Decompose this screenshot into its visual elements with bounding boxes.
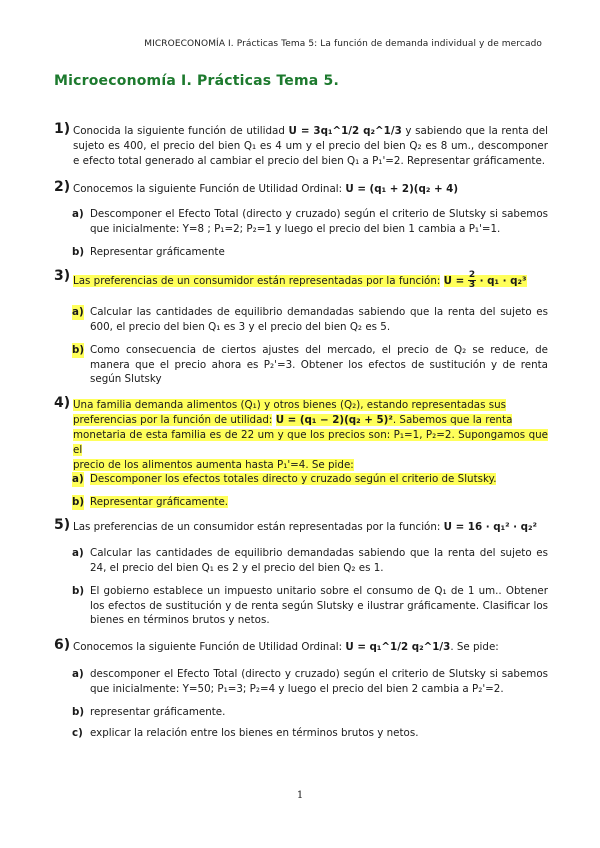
utility-formula: U = q₁^1/2 q₂^1/3 bbox=[345, 641, 451, 653]
question-4-part-a: a) Descomponer los efectos totales directo y cruzado según el criterio de Slutsky. bbox=[72, 473, 497, 485]
question-text: Conocida la siguiente función de utilidad U = 3q₁^1/2 q₂^1/3 y sabiendo que la renta del sujeto es 400, el precio del bien Q₁ es 4 um y el precio del bien Q₂ es 8 um., descomponer e efecto total generado al cambiar el precio del bien Q₁ a P₁'=2. Representar gráficamente. bbox=[73, 125, 548, 167]
question-5-part-a: a) Calcular las cantidades de equilibrio demandadas sabiendo que la renta del sujeto es 24, el precio del bien Q₁ es 2 y el precio del bien Q₂ es 1. bbox=[72, 547, 548, 574]
question-number: 5) bbox=[54, 517, 71, 533]
utility-formula: U = (q₁ + 2)(q₂ + 4) bbox=[345, 183, 459, 195]
utility-formula: U = $\frac{2}{3}$ · q₁ · q₂³ bbox=[443, 270, 527, 290]
question-2: 2) Conocemos la siguiente Función de Utilidad Ordinal: U = (q₁ + 2)(q₂ + 4) bbox=[54, 179, 459, 195]
question-number: 4) bbox=[54, 395, 71, 411]
question-6-part-a: a) descomponer el Efecto Total (directo y cruzado) según el criterio de Slutsky si sabemos que inicialmente: Y=50; P₁=3; P₂=4 y luego el precio del bien 2 cambia a P₂'=2. bbox=[72, 668, 548, 695]
question-5-part-b: b) El gobierno establece un impuesto unitario sobre el consumo de Q₁ de 1 um.. Obtener los efectos de sustitución y de renta según Slutsky e ilustrar gráficamente. Clasificar los bienes en términos brutos y netos. bbox=[72, 585, 548, 626]
question-number: 1) bbox=[54, 121, 71, 137]
utility-formula: U = 16 · q₁² · q₂² bbox=[443, 521, 538, 533]
question-number: 2) bbox=[54, 179, 71, 195]
utility-formula: U = (q₁ − 2)(q₂ + 5)² bbox=[275, 414, 393, 426]
document-title: Microeconomía I. Prácticas Tema 5. bbox=[54, 73, 339, 89]
question-3-part-a: a) Calcular las cantidades de equilibrio demandadas sabiendo que la renta del sujeto es 600, el precio del bien Q₁ es 3 y el precio del bien Q₂ es 5. bbox=[72, 306, 548, 333]
question-3: 3) Las preferencias de un consumidor están representadas por la función: U = $\frac{2}{3}$ · q₁ · q₂³ bbox=[54, 268, 527, 290]
question-number: 6) bbox=[54, 637, 71, 653]
question-6-part-c: c) explicar la relación entre los bienes en términos brutos y netos. bbox=[72, 727, 419, 739]
question-1 bbox=[54, 121, 548, 169]
question-2-part-a: a) Descomponer el Efecto Total (directo y cruzado) según el criterio de Slutsky si sabemos que inicialmente: Y=8 ; P₁=2; P₂=1 y luego el precio del bien 1 cambia a P₁'=1. bbox=[72, 208, 548, 235]
page-number: 1 bbox=[296, 790, 304, 801]
question-4-part-b: b) Representar gráficamente. bbox=[72, 496, 229, 508]
running-header: MICROECONOMÍA I. Prácticas Tema 5: La función de demanda individual y de mercado bbox=[144, 39, 542, 49]
question-6: 6) Conocemos la siguiente Función de Utilidad Ordinal: U = q₁^1/2 q₂^1/3. Se pide: bbox=[54, 637, 499, 653]
fraction: $\frac{2}{3}$ bbox=[468, 270, 476, 290]
question-4: 4) Una familia demanda alimentos (Q₁) y otros bienes (Q₂), estando representadas sus preferencias por la función de utilidad: U = (q₁ − 2)(q₂ + 5)². Sabemos que la renta monetaria de esta familia es de 22 um y que los precios son: P₁=1, P₂=2. Supongamos que el precio de los alimentos aumenta hasta P₁'=4. Se pide: bbox=[54, 395, 548, 471]
question-3-part-b: b) Como consecuencia de ciertos ajustes del mercado, el precio de Q₂ se reduce, de manera que el precio ahora es P₂'=3. Obtener los efectos de sustitución y de renta según Slutsky bbox=[72, 344, 548, 385]
question-5: 5) Las preferencias de un consumidor están representadas por la función: U = 16 · q₁² · q₂² bbox=[54, 517, 538, 533]
question-2-part-b: b) Representar gráficamente bbox=[72, 246, 225, 258]
question-number: 3) bbox=[54, 268, 71, 284]
utility-formula: U = 3q₁^1/2 q₂^1/3 bbox=[288, 125, 402, 137]
question-6-part-b: b) representar gráficamente. bbox=[72, 706, 226, 718]
